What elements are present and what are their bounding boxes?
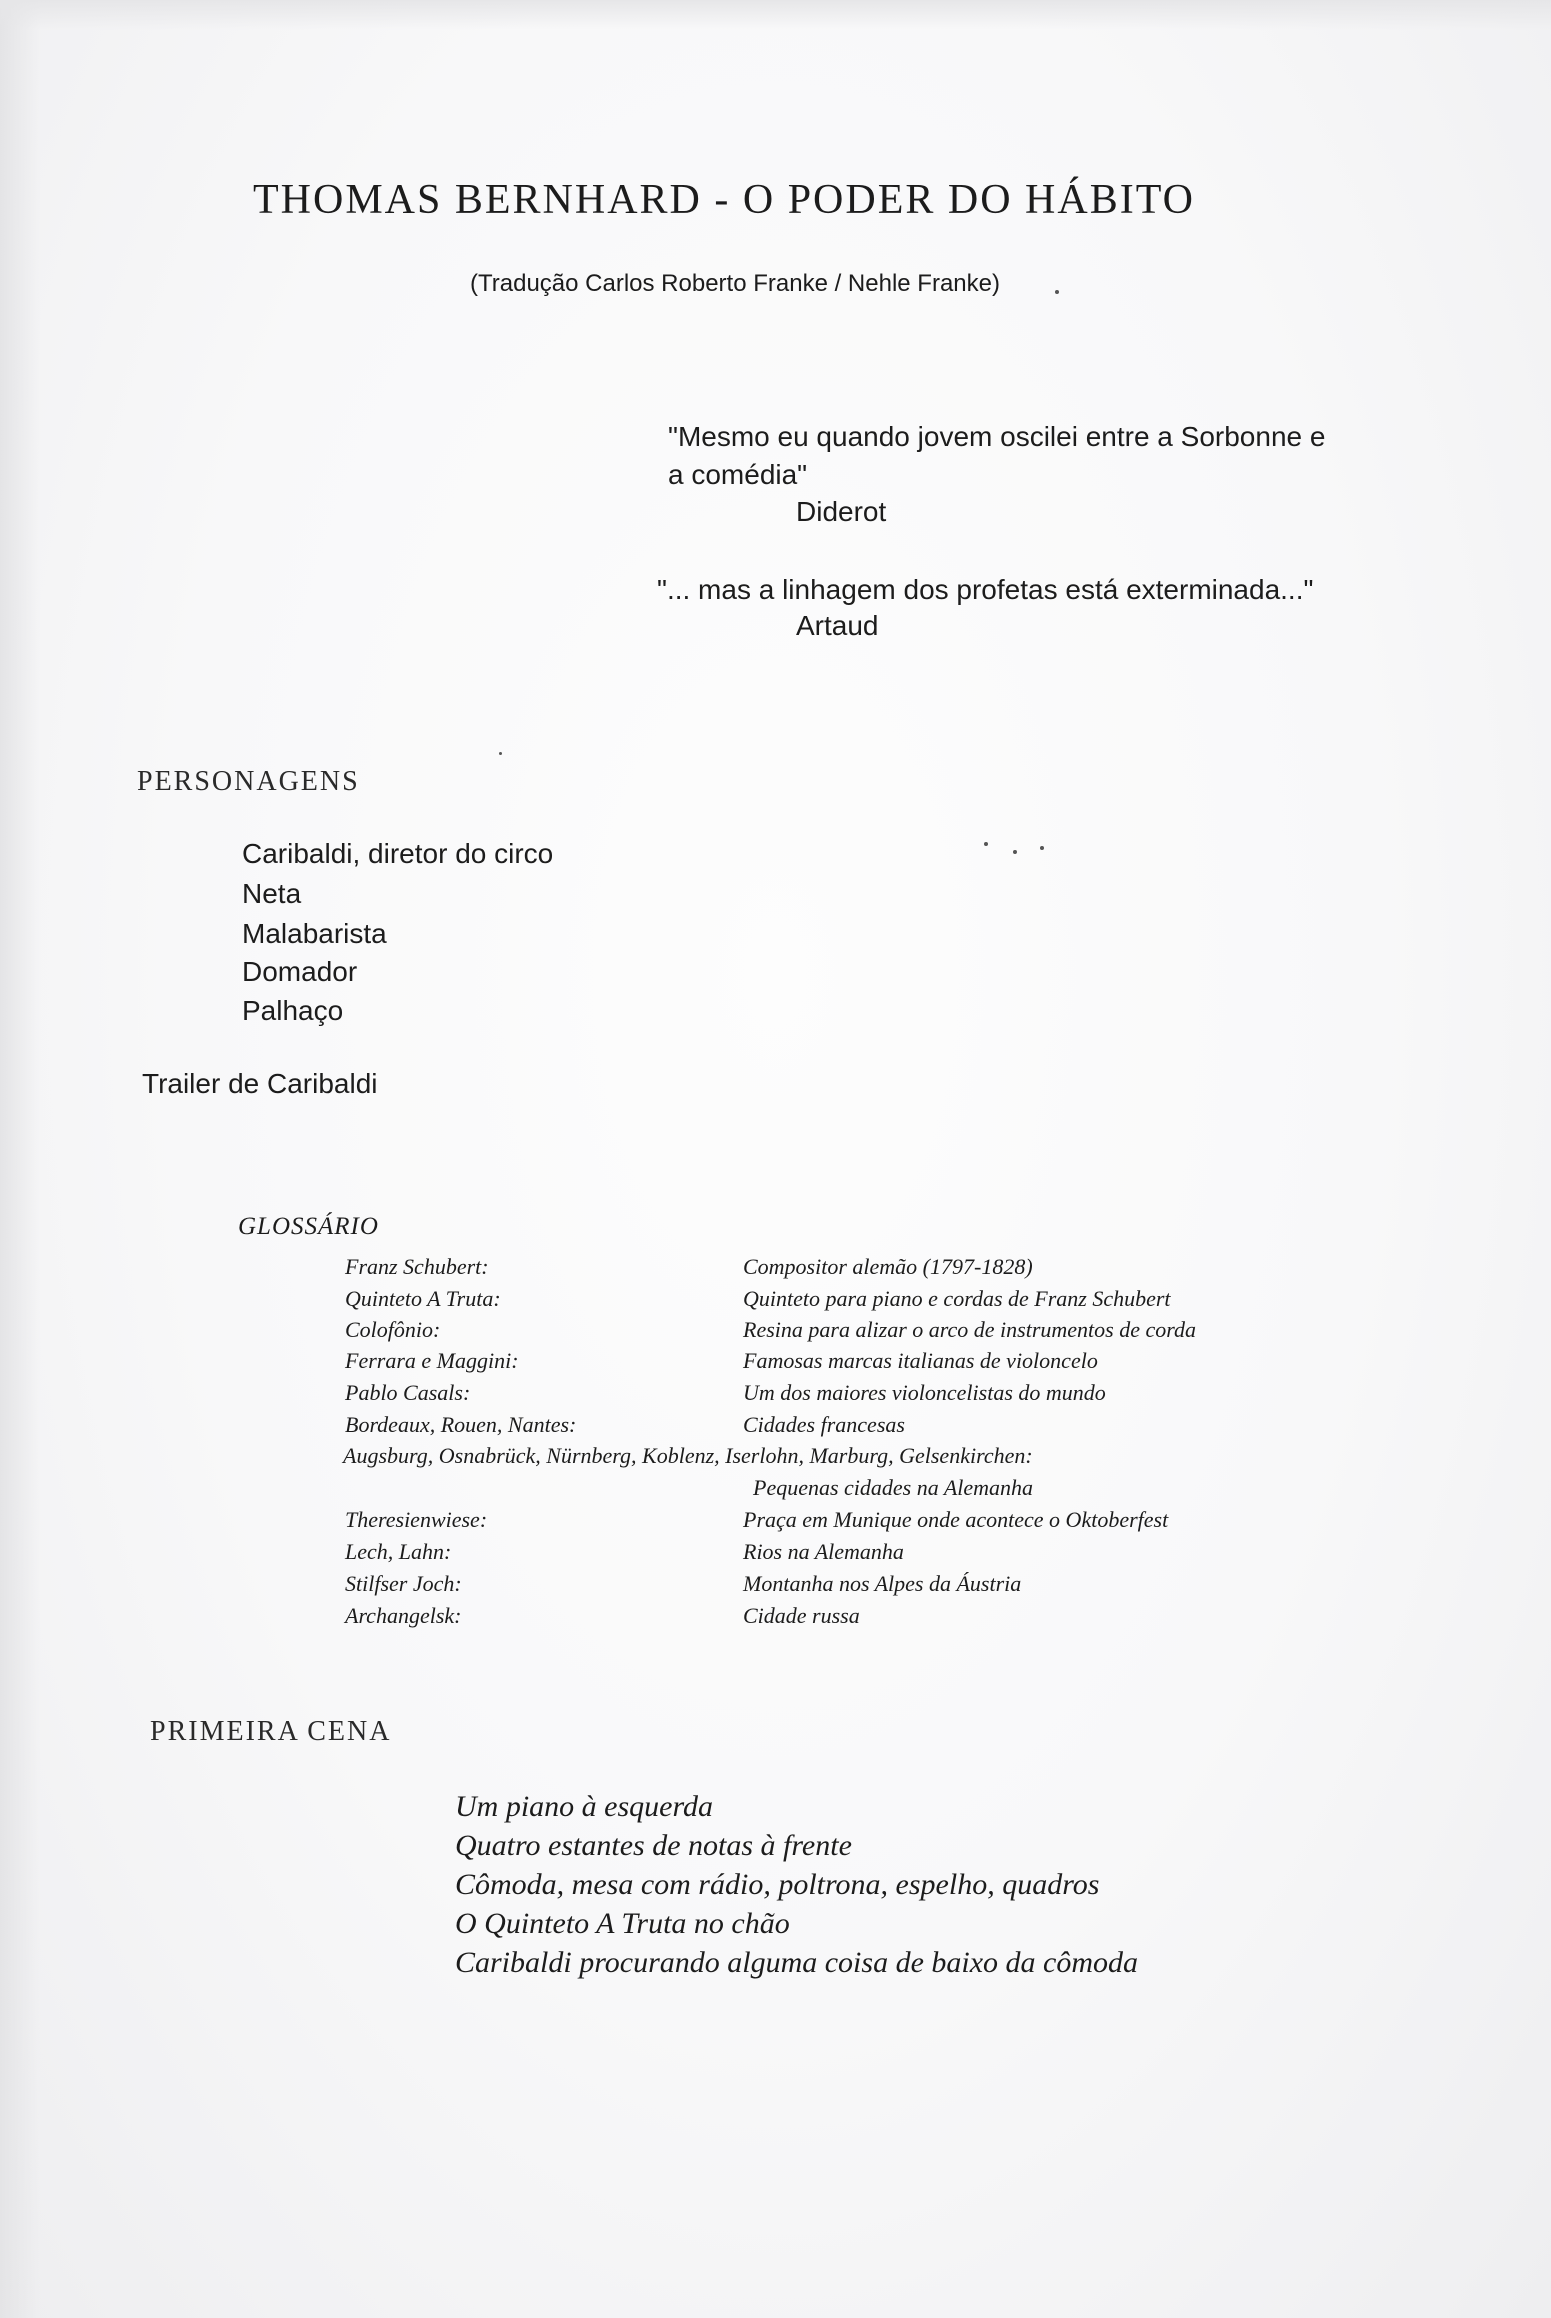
ink-speck	[1055, 290, 1059, 294]
stage-direction: Cômoda, mesa com rádio, poltrona, espelho, quadros	[455, 1868, 1100, 1901]
glossary-definition: Pequenas cidades na Alemanha	[753, 1475, 1034, 1500]
epigraph-artaud-author: Artaud	[796, 610, 879, 641]
glossary-term: Pablo Casals:	[345, 1380, 471, 1405]
glossary-term: Theresienwiese:	[345, 1507, 488, 1532]
setting-line: Trailer de Caribaldi	[142, 1068, 378, 1099]
glossary-term: Quinteto A Truta:	[345, 1286, 501, 1311]
glossary-term: Ferrara e Maggini:	[345, 1348, 519, 1373]
glossary-definition: Cidade russa	[743, 1603, 860, 1628]
translation-credit: (Tradução Carlos Roberto Franke / Nehle Franke)	[470, 270, 1000, 297]
ink-speck	[984, 842, 988, 846]
glossary-term: Bordeaux, Rouen, Nantes:	[345, 1412, 577, 1437]
glossary-definition: Rios na Alemanha	[743, 1539, 904, 1564]
personagens-heading: PERSONAGENS	[137, 766, 360, 797]
ink-speck	[499, 752, 502, 755]
ink-speck	[1013, 850, 1017, 854]
character-item: Caribaldi, diretor do circo	[242, 838, 554, 869]
character-item: Domador	[242, 956, 358, 987]
page-top-shadow	[0, 0, 1551, 30]
glossary-definition: Montanha nos Alpes da Áustria	[743, 1571, 1022, 1596]
epigraph-diderot-line-1: "Mesmo eu quando jovem oscilei entre a Sorbonne e	[668, 421, 1326, 452]
epigraph-artaud-line-1: "... mas a linhagem dos profetas está exterminada..."	[657, 574, 1314, 605]
glossary-term: Lech, Lahn:	[345, 1539, 452, 1564]
document-title: THOMAS BERNHARD - O PODER DO HÁBITO	[253, 177, 1195, 223]
glossary-definition: Compositor alemão (1797-1828)	[743, 1254, 1033, 1279]
glossary-definition: Resina para alizar o arco de instrumentos de corda	[743, 1317, 1197, 1342]
character-item: Palhaço	[242, 995, 344, 1026]
glossary-term: Augsburg, Osnabrück, Nürnberg, Koblenz, Iserlohn, Marburg, Gelsenkirchen:	[343, 1443, 1033, 1468]
ink-speck	[1040, 846, 1044, 850]
glossary-definition: Cidades francesas	[743, 1412, 905, 1437]
epigraph-diderot-author: Diderot	[796, 496, 887, 527]
epigraph-diderot-line-2: a comédia"	[668, 459, 808, 490]
glossary-term: Colofônio:	[345, 1317, 441, 1342]
glossario-heading: GLOSSÁRIO	[238, 1213, 379, 1240]
primeira-cena-heading: PRIMEIRA CENA	[150, 1716, 392, 1747]
glossary-definition: Famosas marcas italianas de violoncelo	[743, 1348, 1098, 1373]
character-item: Neta	[242, 878, 302, 909]
glossary-definition: Um dos maiores violoncelistas do mundo	[743, 1380, 1106, 1405]
glossary-definition: Praça em Munique onde acontece o Oktoberfest	[743, 1507, 1169, 1532]
character-item: Malabarista	[242, 918, 387, 949]
stage-direction: Quatro estantes de notas à frente	[455, 1829, 852, 1862]
stage-direction: O Quinteto A Truta no chão	[455, 1907, 790, 1940]
stage-direction: Caribaldi procurando alguma coisa de baixo da cômoda	[455, 1946, 1139, 1979]
glossary-term: Stilfser Joch:	[345, 1571, 462, 1596]
glossary-definition: Quinteto para piano e cordas de Franz Schubert	[743, 1286, 1171, 1311]
glossary-term: Franz Schubert:	[345, 1254, 489, 1279]
stage-direction: Um piano à esquerda	[455, 1790, 714, 1823]
glossary-term: Archangelsk:	[345, 1603, 462, 1628]
page-edge-shadow	[0, 0, 40, 2318]
